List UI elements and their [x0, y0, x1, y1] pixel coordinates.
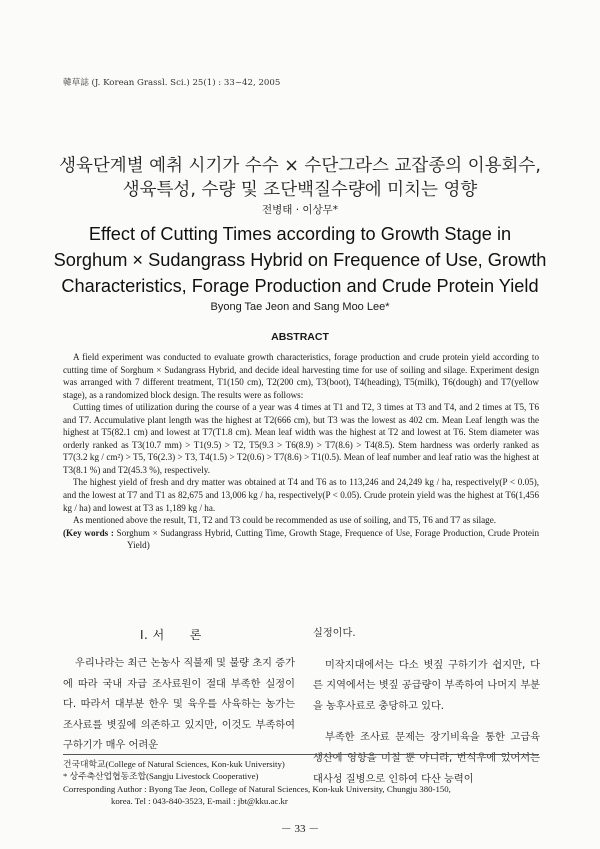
footnote-affiliation: * 상주축산업협동조합(Sangju Livestock Cooperative): [63, 771, 259, 782]
abstract-body: [63, 351, 539, 552]
abstract-heading: ABSTRACT: [271, 331, 329, 343]
journal-citation: 韓草誌 (J. Korean Grassl. Sci.) 25(1) : 33~42, 2005: [63, 78, 281, 88]
body-paragraph: 미작지대에서는 다소 볏짚 구하기가 쉽지만, 다른 지역에서는 볏짚 공급량이 부족하여 나머지 부분을 농후사료로 충당하고 있다.: [313, 659, 540, 712]
footnotes: [63, 758, 539, 807]
english-authors: Byong Tae Jeon and Sang Moo Lee*: [210, 301, 390, 313]
page-number: － 33 －: [280, 823, 320, 835]
english-title-line-3: Characteristics, Forage Production and Crude Protein Yield: [61, 276, 539, 296]
footnote-contact: korea. Tel : 043-840-3523, E-mail : jbt@kku.ac.kr: [111, 795, 288, 806]
keywords-text: Sorghum × Sudangrass Hybrid, Cutting Time, Growth Stage, Frequence of Use, Forage Production, Crude Protein Yield): [116, 527, 539, 551]
keywords-label: (Key words :: [63, 527, 114, 538]
abstract-paragraph: A field experiment was conducted to evaluate growth characteristics, forage production and crude protein yield according to cutting time of Sorghum × Sudangrass Hybrid, and decide ideal harvesting time for use of soiling and silage. Experiment design was arranged with 7 different treatment, T1(150 cm), T2(200 cm), T3(boot), T4(heading), T5(milk), T6(dough) and T7(yellow stage), as a randomized block design. The results were as follows:: [63, 352, 539, 400]
footnote-corresponding-author: Corresponding Author : Byong Tae Jeon, College of Natural Sciences, Kon-kuk University, Chungju 380-150,: [63, 783, 451, 794]
keywords: [63, 527, 539, 552]
korean-title-line-2: 생육특성, 수량 및 조단백질수량에 미치는 영향: [122, 180, 478, 200]
left-column: [63, 654, 295, 757]
body-paragraph: 우리나라는 최근 논농사 직불제 및 불량 초지 증가에 따라 국내 자급 조사료원이 절대 부족한 실정이다. 따라서 대부분 한우 및 육우를 사육하는 농가는 조사료를 볏짚에 의존하고 있지만, 이것도 부족하여 구하기가 매우 어려운: [63, 658, 295, 752]
section-heading-introduction: Ⅰ. 서 론: [140, 628, 202, 642]
body-paragraph: 부족한 조사료 문제는 장기비육을 통한 고급육 생산에 영향을 미칠 뿐 아니라, 번식우에 있어서는 대사성 질병으로 인하여 다산 능력이: [313, 732, 540, 785]
english-title-line-1: Effect of Cutting Times according to Growth Stage in: [88, 224, 512, 244]
korean-title-line-1: 생육단계별 예취 시기가 수수 × 수단그라스 교잡종의 이용회수,: [59, 156, 541, 176]
korean-authors: 전병태 · 이상무*: [261, 204, 339, 216]
english-title-line-2: Sorghum × Sudangrass Hybrid on Frequence of Use, Growth: [53, 250, 547, 270]
footnote-affiliation: 건국대학교(College of Natural Sciences, Kon-kuk University): [63, 759, 285, 769]
abstract-paragraph: The highest yield of fresh and dry matter was obtained at T4 and T6 as to 113,246 and 24,249 kg / ha, respectively(P < 0.05), and the lowest at T7 and T1 as 82,675 and 13,006 kg / ha, respectively(P < 0.05). Crude protein yield was the highest at T6(1,456 kg / ha) and lowest at T3 as 1,189 kg / ha.: [63, 477, 539, 513]
body-paragraph: 실정이다.: [313, 628, 356, 639]
abstract-paragraph: Cutting times of utilization during the course of a year was 4 times at T1 and T2, 3 times at T3 and T4, and 2 times at T5, T6 and T7. Accumulative plant length was the highest at T2(666 cm), but T3 was the lowest as 402 cm. Mean Leaf length was the highest at T5(82.1 cm) and lowest at T7(T1.8 cm). Mean leaf width was the highest at T2 and lowest at T6. Stem diameter was orderly ranked as T3(10.7 mm) > T1(9.5) > T2, T5(9.3 > T6(8.9) > T7(8.6) > T4(8.5). Stem hardness was orderly ranked as T7(3.2 kg / cm²) > T5, T6(2.3) > T3, T4(1.5) > T2(0.6) > T7(8.6) > T1(0.5). Mean of leaf number and leaf ratio was the highest at T3(8.1 %) and T2(45.3 %), respectively.: [63, 402, 539, 475]
footnote-divider: [63, 754, 539, 755]
abstract-paragraph: As mentioned above the result, T1, T2 and T3 could be recommended as use of soiling, and T5, T6 and T7 as silage.: [73, 515, 497, 526]
